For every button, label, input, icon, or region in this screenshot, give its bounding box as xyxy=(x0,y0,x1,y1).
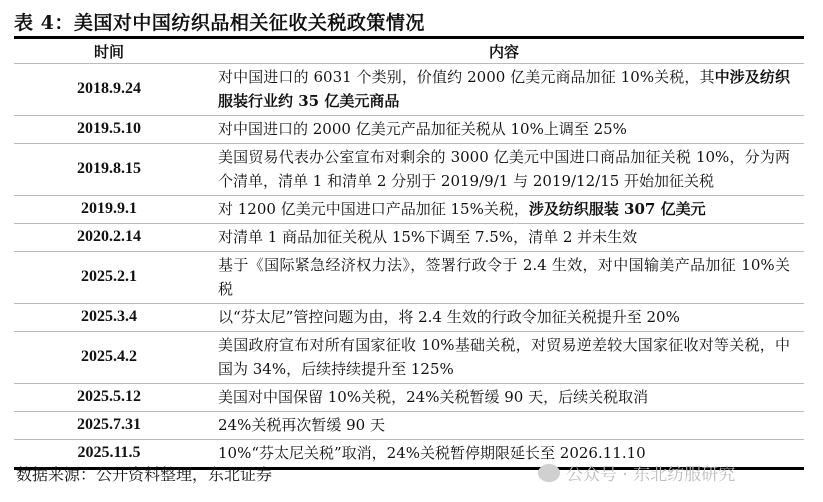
table-row xyxy=(14,64,804,116)
row-content xyxy=(204,224,804,252)
row-content xyxy=(204,64,804,116)
table-row xyxy=(14,304,804,332)
row-date: 2019.9.1 xyxy=(14,196,204,224)
row-content xyxy=(204,196,804,224)
tariff-policy-table xyxy=(14,36,804,470)
content-text: 对中国进口的 2000 亿美元产品加征关税从 10%上调至 25% xyxy=(218,120,627,138)
row-date: 2025.3.4 xyxy=(14,304,204,332)
row-date: 2019.8.15 xyxy=(14,144,204,196)
row-date: 2025.7.31 xyxy=(14,412,204,440)
data-source-note: 数据来源：公开资料整理，东北证券 xyxy=(16,465,273,484)
row-date: 2025.5.12 xyxy=(14,384,204,412)
table-row xyxy=(14,332,804,384)
row-date: 2025.11.5 xyxy=(77,444,141,461)
row-date: 2018.9.24 xyxy=(14,64,204,116)
row-content xyxy=(204,144,804,196)
row-date: 2020.2.14 xyxy=(14,224,204,252)
table-row xyxy=(14,412,804,440)
header-time: 时间 xyxy=(14,38,204,64)
table-row xyxy=(14,384,804,412)
content-text: 对中国进口的 6031 个类别，价值约 2000 亿美元商品加征 10%关税，其 xyxy=(218,68,715,86)
table-row xyxy=(14,144,804,196)
table-header-row xyxy=(14,38,804,64)
row-content xyxy=(204,332,804,384)
row-content xyxy=(204,304,804,332)
content-text: 对 1200 亿美元中国进口产品加征 15%关税， xyxy=(218,200,529,218)
content-text: 对清单 1 商品加征关税从 15%下调至 7.5%，清单 2 并未生效 xyxy=(218,228,638,246)
content-highlight: 中涉及纺织服装行业约 35 亿美元商品 xyxy=(218,68,790,110)
content-text: 以“芬太尼”管控问题为由，将 2.4 生效的行政令加征关税提升至 20% xyxy=(218,308,680,326)
content-text: 24%关税再次暂缓 90 天 xyxy=(218,416,385,434)
row-date: 2025.2.1 xyxy=(14,252,204,304)
row-date: 2025.4.2 xyxy=(14,332,204,384)
wechat-icon xyxy=(538,464,560,482)
content-text: 美国政府宣布对所有国家征收 10%基础关税，对贸易逆差较大国家征收对等关税，中国为 34%，后续持续提升至 125% xyxy=(218,336,790,378)
content-text: 10%“芬太尼关税”取消，24%关税暂停期限延长至 2026.11.10 xyxy=(218,444,646,462)
content-text: 基于《国际紧急经济权力法》，签署行政令于 2.4 生效，对中国输美产品加征 10%关税 xyxy=(218,256,790,298)
table-title: 表 4：美国对中国纺织品相关征收关税政策情况 xyxy=(14,12,425,34)
content-highlight: 涉及纺织服装 307 亿美元 xyxy=(528,200,706,218)
table-row xyxy=(14,252,804,304)
row-content xyxy=(204,384,804,412)
table-row xyxy=(14,116,804,144)
watermark xyxy=(538,460,735,485)
content-text: 美国贸易代表办公室宣布对剩余的 3000 亿美元中国进口商品加征关税 10%，分为两个清单，清单 1 和清单 2 分别于 2019/9/1 与 2019/12/15 开始加征关税 xyxy=(218,148,790,190)
header-content: 内容 xyxy=(204,38,804,64)
row-date: 2019.5.10 xyxy=(14,116,204,144)
table-row xyxy=(14,224,804,252)
watermark-text: 公众号 · 东北纺服研究 xyxy=(566,465,736,485)
content-text: 美国对中国保留 10%关税，24%关税暂缓 90 天，后续关税取消 xyxy=(218,388,649,406)
row-content xyxy=(204,252,804,304)
table-row xyxy=(14,196,804,224)
row-content xyxy=(204,412,804,440)
row-content xyxy=(204,116,804,144)
